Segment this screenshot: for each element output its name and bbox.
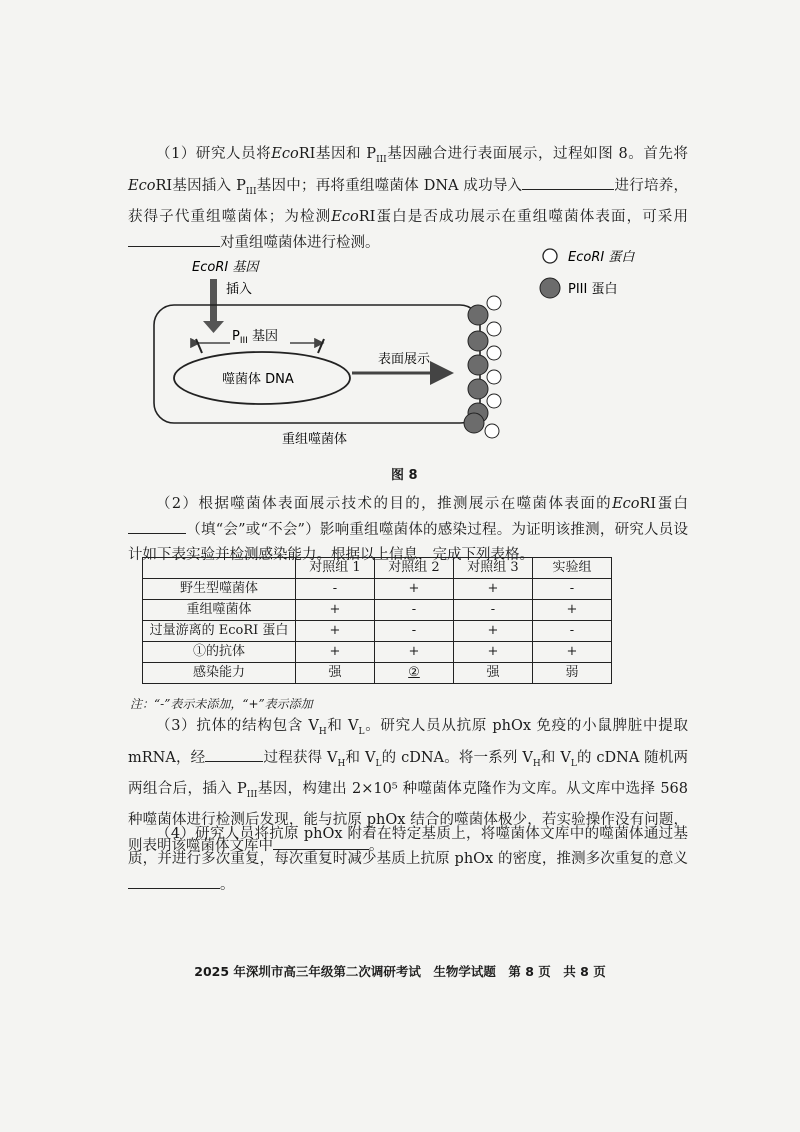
ecori-protein: [487, 322, 501, 336]
table-row: 重组噬菌体 + - - +: [143, 600, 612, 621]
table-header-row: 对照组 1 对照组 2 对照组 3 实验组: [143, 558, 612, 579]
surface-display-label: 表面展示: [378, 352, 431, 367]
ecori-gene-label: EcoRI 基因: [192, 260, 259, 275]
phage-dna-label: 噬菌体 DNA: [222, 372, 294, 387]
page-footer: 2025 年深圳市高三年级第二次调研考试 生物学试题 第 8 页 共 8 页: [194, 964, 606, 979]
answer-blank-table-2[interactable]: ②: [375, 663, 454, 684]
surface-proteins: [464, 296, 501, 438]
insert-arrow-head: [203, 321, 224, 333]
table-row: 过量游离的 EcoRI 蛋白 + - + -: [143, 621, 612, 642]
ecori-protein: [487, 296, 501, 310]
table-note: 注：“-”表示未添加，“+”表示添加: [130, 697, 313, 711]
question-1: （1）研究人员将EcoRI基因和 $P_{III}$基因融合进行表面展示，过程如图 8。首先将EcoRI基因插入 $P_{III}$基因中；再将重组噬菌体 DNA 成功导入 进行培养，获得子代重组噬菌体；为检测EcoRI蛋白是否成功展示在重组噬菌体表面，可采用对重组噬菌体进行检测。: [128, 146, 689, 251]
piii-protein: [464, 413, 484, 433]
question-2: （2）根据噬菌体表面展示技术的目的，推测展示在噬菌体表面的EcoRI蛋白（填“会”或“不会”）影响重组噬菌体的感染过程。为证明该推测，研究人员设计如下表实验并检测感染能力。根据以上信息，完成下列表格。: [128, 496, 688, 563]
experiment-table: [142, 557, 612, 684]
recombinant-phage-label: 重组噬菌体: [282, 432, 348, 447]
question-3: （3）抗体的结构包含 $V_H$和 $V_L$。研究人员从抗原 phOx 免疫的小鼠脾脏中提取 mRNA，经 过程获得 $V_H$和 $V_L$的 cDNA。将一系列 $V_H$和 $V_L$的 cDNA 随机两两组合后，插入 $P_{III}$基因，构建出 2×10⁵ 种噬菌体克隆作为文库。从文库中选择 568 种噬菌体进行检测后发现，能与抗原 phOx 结合的噬菌体极少，若实验操作没有问题，则表明该噬菌体文库中 。: [128, 718, 688, 854]
piii-protein: [468, 331, 488, 351]
answer-blank-table-1[interactable]: ①的抗体: [143, 642, 296, 663]
table-row: 野生型噬菌体 - + + -: [143, 579, 612, 600]
answer-blank-1a[interactable]: [522, 173, 614, 190]
ecori-protein: [487, 346, 501, 360]
legend-ecori-icon: [543, 249, 557, 263]
figure-caption: 图 8: [391, 468, 418, 483]
legend-piii-icon: [540, 278, 560, 298]
legend-piii-label: PIII 蛋白: [568, 282, 618, 297]
insert-label: 插入: [226, 282, 253, 297]
table-row: ①的抗体 + + + +: [143, 642, 612, 663]
answer-blank-3a[interactable]: [205, 745, 263, 762]
ecori-protein: [485, 424, 499, 438]
table-row: 感染能力 强 ② 强 弱: [143, 663, 612, 684]
piii-gene-label: $P_{III}$ 基因: [232, 329, 278, 346]
answer-blank-2[interactable]: [128, 517, 186, 534]
piii-protein: [468, 379, 488, 399]
ecori-protein: [487, 394, 501, 408]
question-4: （4）研究人员将抗原 phOx 附着在特定基质上，将噬菌体文库中的噬菌体通过基质，并进行多次重复，每次重复时减少基质上抗原 phOx 的密度，推测多次重复的意义。: [128, 826, 688, 893]
insert-arrow-shaft: [210, 279, 217, 323]
phage-outline: [154, 305, 480, 423]
legend-ecori-label: EcoRI 蛋白: [568, 250, 635, 265]
ecori-protein: [487, 370, 501, 384]
piii-protein: [468, 305, 488, 325]
figure-8: [0, 245, 800, 465]
piii-protein: [468, 355, 488, 375]
answer-blank-4[interactable]: [128, 872, 220, 889]
